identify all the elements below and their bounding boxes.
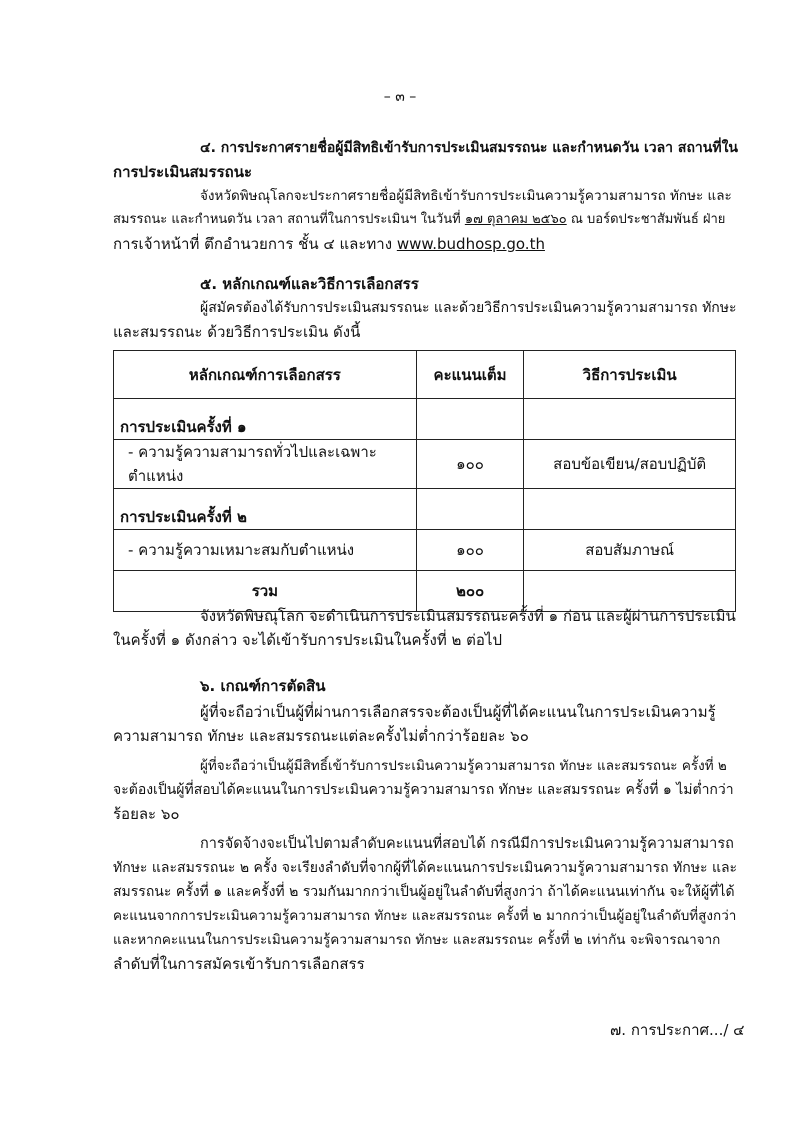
section4-body-line2-pre: สมรรถนะ และกำหนดวัน เวลา สถานที่ในการประเมินฯ ในวันที่	[113, 212, 465, 227]
criteria-table	[113, 350, 736, 612]
section6-p3-line3: สมรรถนะ ครั้งที่ ๑ และครั้งที่ ๒ รวมกันมากกว่าเป็นผู้อยู่ในลำดับที่สูงกว่า ถ้าได้คะแนนเท่ากัน จะให้ผู้ที่ได้	[113, 884, 735, 900]
next-page-footer: ๗. การประกาศ.../ ๔	[610, 1021, 745, 1039]
header-full-score: คะแนนเต็ม	[416, 351, 524, 399]
section4-body-line3	[113, 234, 545, 254]
section5-intro-line2: และสมรรถนะ ด้วยวิธีการประเมิน ดังนี้	[113, 323, 361, 341]
round1-title-method-cell	[524, 399, 736, 440]
section6-p1-line2: ความสามารถ ทักษะ และสมรรถนะแต่ละครั้งไม่ต่ำกว่าร้อยละ ๖๐	[113, 727, 529, 745]
round2-item: - ความรู้ความเหมาะสมกับตำแหน่ง	[114, 530, 417, 571]
page-number: – ๓ –	[383, 89, 417, 105]
round1-item: - ความรู้ความสามารถทั่วไปและเฉพาะตำแหน่ง	[114, 440, 417, 489]
section6-p3-line5: และหากคะแนนในการประเมินความรู้ความสามารถ ทักษะ และสมรรถนะ ครั้งที่ ๒ เท่ากัน จะพิจารณาจาก	[113, 932, 721, 948]
section4-heading-line2: การประเมินสมรรถนะ	[113, 163, 253, 181]
round1-item-row	[114, 440, 736, 489]
website-link[interactable]: www.budhosp.go.th	[396, 235, 545, 253]
round2-title: การประเมินครั้งที่ ๒	[114, 489, 417, 530]
round2-method: สอบสัมภาษณ์	[524, 530, 736, 571]
section6-heading: ๖. เกณฑ์การตัดสิน	[200, 677, 326, 695]
section4-body-line1: จังหวัดพิษณุโลกจะประกาศรายชื่อผู้มีสิทธิเข้ารับการประเมินความรู้ความสามารถ ทักษะ และ	[200, 188, 732, 204]
round1-title-row	[114, 399, 736, 440]
round1-title-score-cell	[416, 399, 524, 440]
section6-p2-line3: ร้อยละ ๖๐	[113, 805, 180, 823]
section4-body-line2-post: ณ บอร์ดประชาสัมพันธ์ ฝ่าย	[566, 212, 726, 227]
header-method: วิธีการประเมิน	[524, 351, 736, 399]
total-score: ๒๐๐	[416, 571, 524, 612]
round2-title-row	[114, 489, 736, 530]
section4-heading-line1: ๔. การประกาศรายชื่อผู้มีสิทธิเข้ารับการประเมินสมรรถนะ และกำหนดวัน เวลา สถานที่ใน	[200, 140, 738, 156]
round1-method: สอบข้อเขียน/สอบปฏิบัติ	[524, 440, 736, 489]
round1-title: การประเมินครั้งที่ ๑	[114, 399, 417, 440]
table-header-row	[114, 351, 736, 399]
section4-body-line3-pre: การเจ้าหน้าที่ ตึกอำนวยการ ชั้น ๔ และทาง	[113, 235, 397, 253]
section5-after-line1: จังหวัดพิษณุโลก จะดำเนินการประเมินสมรรถนะครั้งที่ ๑ ก่อน และผู้ผ่านการประเมิน	[200, 607, 736, 625]
round2-title-method-cell	[524, 489, 736, 530]
section5-after-line2: ในครั้งที่ ๑ ดังกล่าว จะได้เข้ารับการประเมินในครั้งที่ ๒ ต่อไป	[113, 631, 502, 649]
section6-p3-line1: การจัดจ้างจะเป็นไปตามลำดับคะแนนที่สอบได้ กรณีมีการประเมินความรู้ความสามารถ	[200, 836, 734, 852]
header-criteria: หลักเกณฑ์การเลือกสรร	[114, 351, 417, 399]
section6-p2-line1: ผู้ที่จะถือว่าเป็นผู้มีสิทธิ์เข้ารับการประเมินความรู้ความสามารถ ทักษะ และสมรรถนะ ครั้งที่ ๒	[200, 758, 727, 774]
total-label: รวม	[114, 571, 417, 612]
section5-intro-line1: ผู้สมัครต้องได้รับการประเมินสมรรถนะ และด้วยวิธีการประเมินความรู้ความสามารถ ทักษะ	[200, 300, 737, 316]
section5-heading: ๕. หลักเกณฑ์และวิธีการเลือกสรร	[200, 275, 419, 293]
round1-score: ๑๐๐	[416, 440, 524, 489]
round2-item-row	[114, 530, 736, 571]
round2-score: ๑๐๐	[416, 530, 524, 571]
section6-p1-line1: ผู้ที่จะถือว่าเป็นผู้ที่ผ่านการเลือกสรรจะต้องเป็นผู้ที่ได้คะแนนในการประเมินความรู้	[200, 703, 716, 721]
announcement-date: ๑๗ ตุลาคม ๒๕๖๐	[464, 212, 567, 227]
section6-p3-line6: ลำดับที่ในการสมัครเข้ารับการเลือกสรร	[113, 955, 365, 973]
round2-title-score-cell	[416, 489, 524, 530]
section6-p3-line2: ทักษะ และสมรรถนะ ๒ ครั้ง จะเรียงลำดับที่จากผู้ที่ได้คะแนนการประเมินความรู้ความสามารถ ทักษะ และ	[113, 860, 738, 876]
section6-p2-line2: จะต้องเป็นผู้ที่สอบได้คะแนนในการประเมินความรู้ความสามารถ ทักษะ และสมรรถนะ ครั้งที่ ๑ ไม่ต่ำกว่า	[113, 782, 734, 798]
section4-body-line2	[113, 210, 725, 230]
section6-p3-line4: คะแนนจากการประเมินความรู้ความสามารถ ทักษะ และสมรรถนะ ครั้งที่ ๒ มากกว่าเป็นผู้อยู่ในลำดับที่สูงกว่า	[113, 908, 737, 924]
